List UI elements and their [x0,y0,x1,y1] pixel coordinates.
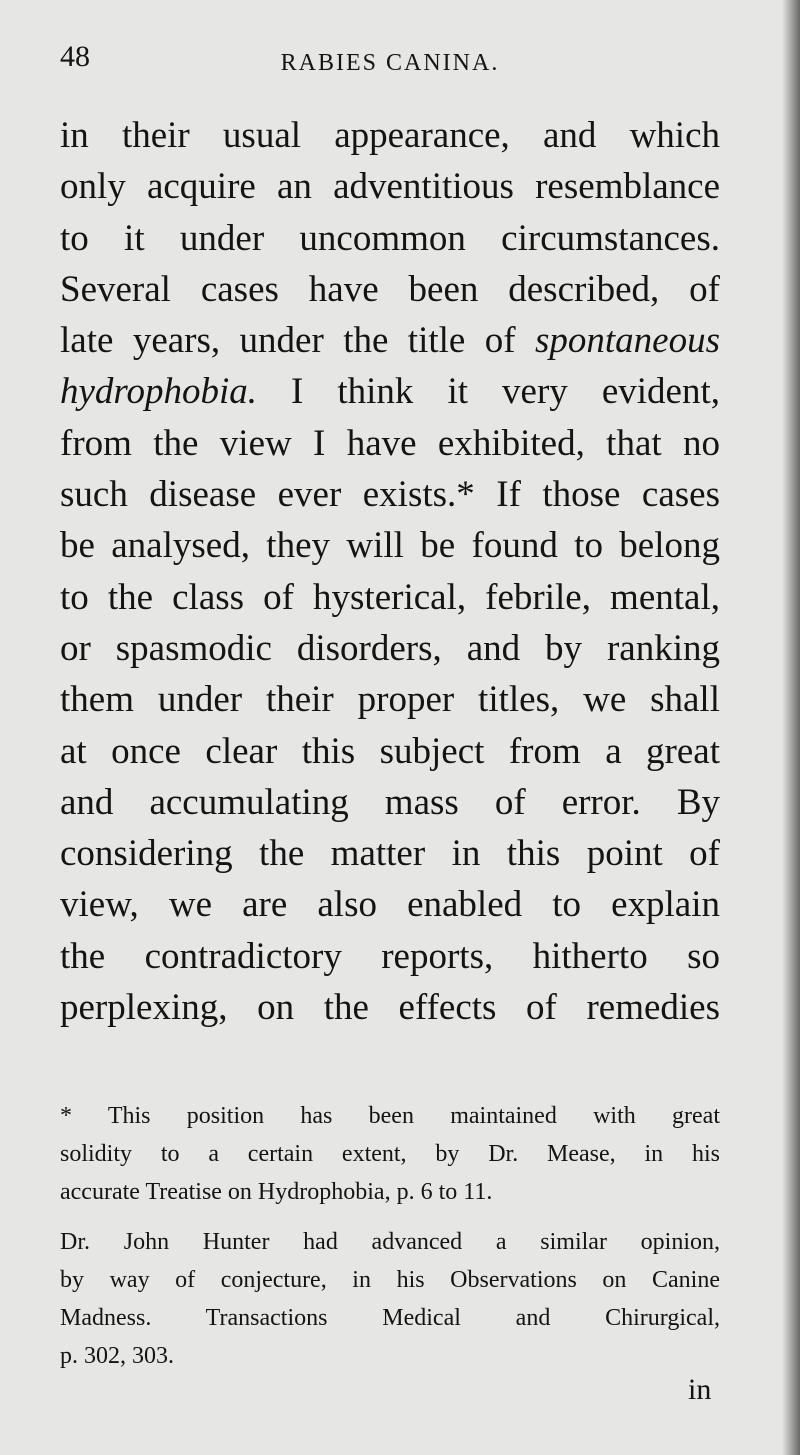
body-line: view, we are also enabled to explain [60,884,720,926]
body-line: to the class of hysterical, febrile, mental, [60,576,720,618]
body-line-text: I think it very evident, [256,371,720,413]
body-line: them under their proper titles, we shall [60,679,720,721]
body-line: perplexing, on the effects of remedies [60,987,720,1029]
running-title: RABIES CANINA. [280,50,500,76]
italic-term: spontaneous [535,320,720,362]
page-header [60,40,720,90]
page-number: 48 [60,40,90,73]
body-line: and accumulating mass of error. By [60,781,720,823]
body-line: from the view I have exhibited, that no [60,422,720,464]
footnote-gap [60,1211,720,1223]
footnote-line: p. 302, 303. [60,1343,174,1369]
body-line: be analysed, they will be found to belong [60,525,720,567]
body-line-with-italic [60,366,720,417]
body-line: to it under uncommon circumstances. [60,217,720,259]
body-line: only acquire an adventitious resemblance [60,166,720,208]
catchword: in [688,1373,712,1406]
footnote-line: accurate Treatise on Hydrophobia, p. 6 to 11. [60,1179,493,1205]
italic-term: hydrophobia. [60,371,257,413]
page-edge-shadow [782,0,800,1455]
body-text [60,110,720,1033]
footnote-line: solidity to a certain extent, by Dr. Mease, in his [60,1141,720,1167]
footnotes [60,1097,720,1375]
body-line-with-italic [60,315,720,366]
body-line: or spasmodic disorders, and by ranking [60,627,720,669]
body-line: the contradictory reports, hitherto so [60,935,720,977]
footnote-line: Madness. Transactions Medical and Chirurgical, [60,1305,720,1331]
body-line: considering the matter in this point of [60,833,720,875]
body-line: Several cases have been described, of [60,268,720,310]
body-line: such disease ever exists.* If those cases [60,474,720,516]
footnote-line: Dr. John Hunter had advanced a similar opinion, [60,1229,720,1255]
body-line: in their usual appearance, and which [60,115,720,156]
body-line: at once clear this subject from a great [60,730,720,772]
body-line-text: late years, under the title of [60,320,535,362]
footnote-line: * This position has been maintained with great [60,1103,720,1129]
footnote-line: by way of conjecture, in his Observations on Canine [60,1267,720,1293]
